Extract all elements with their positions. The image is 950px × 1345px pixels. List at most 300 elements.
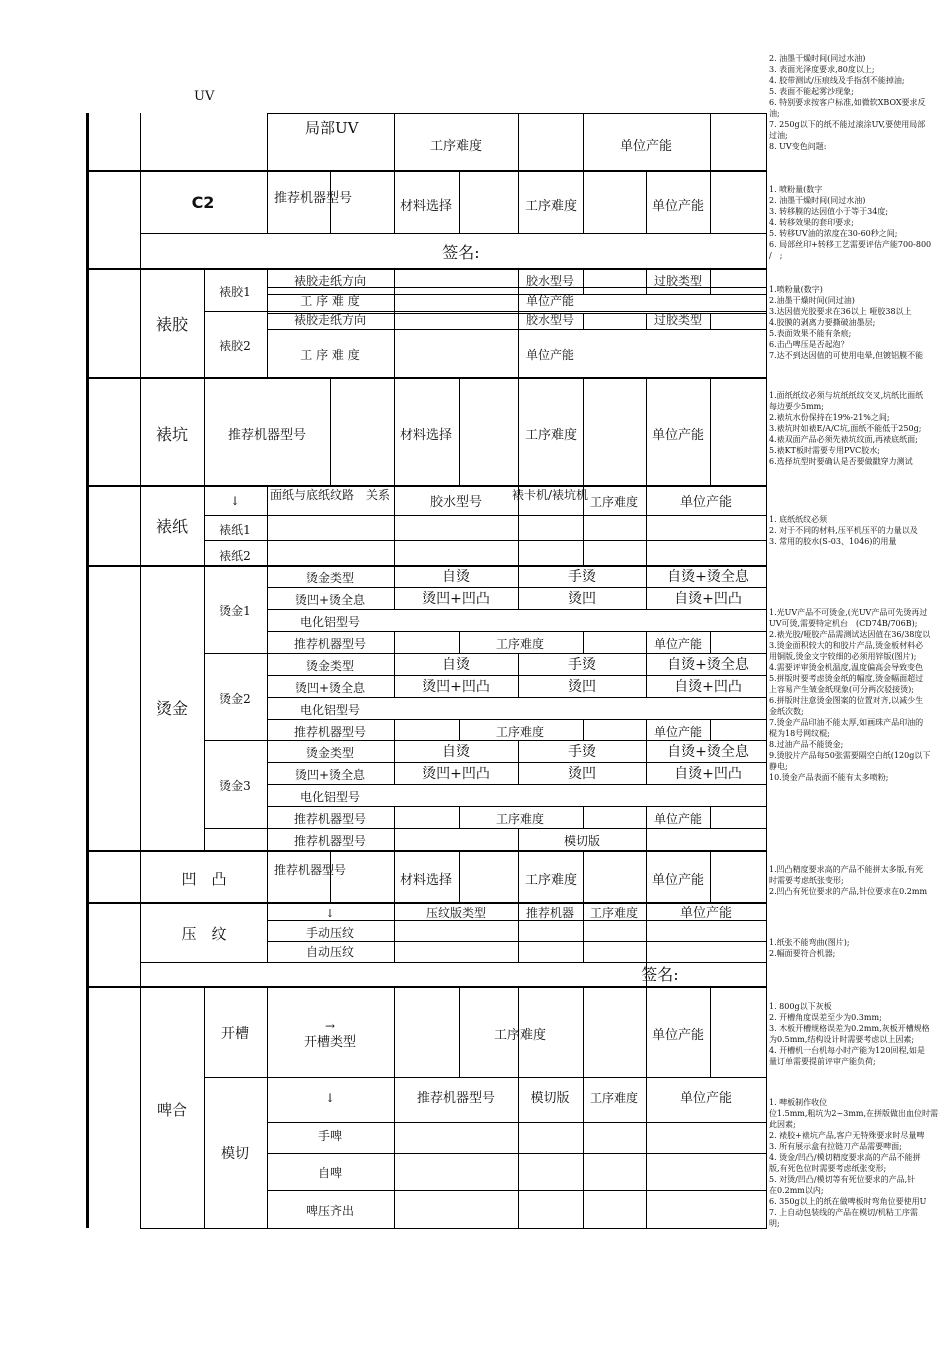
mount-r2-dir: 裱胶走纸方向	[293, 313, 367, 327]
press-difficulty: 工序难度	[589, 906, 639, 920]
grid-rule	[267, 719, 767, 720]
grid-rule	[583, 113, 584, 170]
note-line: 7. 上自动包装线的产品在模切/机粘工序需	[769, 1208, 918, 1217]
grid-rule	[140, 962, 767, 963]
grid-rule	[204, 1077, 767, 1078]
note-line: 1. 啤板制作收位	[769, 1098, 828, 1107]
foil-auto: 自烫	[442, 744, 470, 760]
note-line: 4.需要评审烫金机温度,温度偏高会导致变色	[769, 663, 924, 672]
grid-rule	[459, 806, 460, 828]
grid-rule	[646, 850, 647, 902]
grid-rule	[267, 485, 268, 565]
pit-machine: 推荐机器型号	[227, 428, 307, 443]
grid-rule	[518, 828, 519, 850]
note-line: 上容易产生皱金纸现象(可分两次驳接烫);	[769, 685, 914, 694]
grid-rule	[204, 828, 767, 829]
grid-rule	[267, 697, 767, 698]
grid-rule	[86, 902, 767, 904]
grid-rule	[583, 986, 584, 1228]
grid-rule	[394, 986, 395, 1228]
grid-rule	[86, 850, 767, 852]
slot-type: 开槽类型	[303, 1035, 357, 1050]
slot-capacity: 单位产能	[651, 1028, 705, 1043]
grid-rule	[518, 850, 519, 902]
note-line: 9.烫胶片产品每50张需要隔空白纸(120g以下	[769, 751, 931, 760]
note-line: 6.击凸啤压是否起泡？	[769, 340, 849, 349]
grid-rule	[267, 986, 268, 1228]
grid-rule	[140, 1228, 767, 1229]
die-capacity: 单位产能	[679, 1091, 733, 1106]
foil-emboss: 烫凹+烫全息	[294, 768, 366, 782]
grid-rule	[646, 986, 647, 1228]
die-plate: 模切版	[530, 1091, 570, 1106]
uv-title: 局部UV	[305, 119, 359, 137]
paper-r2: 裱纸2	[219, 549, 251, 563]
grid-rule	[646, 740, 647, 784]
grid-rule	[267, 850, 268, 902]
paper-glue: 胶水型号	[429, 495, 483, 510]
note-line: 1.喷粉量(数字)	[769, 285, 823, 294]
foil-emb3: 自烫+凹凸	[674, 679, 742, 695]
note-line: 10.烫金产品表面不能有太多喷粉;	[769, 773, 889, 782]
grid-rule	[646, 268, 647, 294]
mount-r2-diff: 工 序 难 度	[300, 348, 360, 362]
note-line: 明;	[769, 1219, 780, 1228]
note-line: 3. 常用的胶水(S-03、1046)的用量	[769, 537, 897, 546]
foil-manual: 手烫	[568, 744, 596, 760]
uv-header: UV	[194, 89, 215, 104]
foil-label-3: 烫金3	[219, 779, 251, 793]
grid-rule	[394, 565, 395, 609]
note-line: 7. 250g以下的纸不能过滚涂UV,要使用局部	[769, 120, 926, 129]
c2-capacity: 单位产能	[651, 199, 705, 214]
grid-rule	[140, 233, 767, 234]
note-line: 1. 底纸纸纹必须	[769, 515, 828, 524]
grid-rule	[646, 902, 647, 962]
grid-rule	[710, 719, 711, 740]
note-line: 用铜版,烫金文字较细的必须用锌版(图片);	[769, 652, 917, 661]
note-line: 1.凹凸精度要求高的产品不能拼太多版,有死	[769, 865, 924, 874]
relief-notes	[769, 864, 950, 897]
pit-notes	[769, 390, 950, 467]
grid-rule	[459, 170, 460, 233]
note-line: 版,有死色位时需要考虑纸张变形;	[769, 1164, 887, 1173]
mount-r1-glue: 胶水型号	[525, 274, 575, 288]
note-line: 3. 木板开槽规格误差为0.2mm,灰板开槽规格	[769, 1024, 930, 1033]
grid-rule	[646, 485, 647, 565]
grid-rule	[710, 986, 711, 1077]
grid-rule	[646, 170, 647, 233]
mount-r1-type: 过胶类型	[653, 274, 703, 288]
note-line: 1.面纸纸纹必须与坑纸纸纹交叉,坑纸比面纸	[769, 391, 924, 400]
grid-rule	[204, 268, 205, 377]
signature-2: 签名:	[641, 965, 679, 984]
grid-rule	[267, 170, 268, 233]
grid-rule	[459, 377, 460, 485]
grid-rule	[267, 902, 268, 962]
grid-rule	[583, 806, 584, 828]
foil-manual: 手烫	[568, 657, 596, 673]
foil-title: 烫金	[155, 699, 189, 718]
foil-hologram: 自烫+烫全息	[667, 744, 749, 760]
grid-rule	[330, 377, 331, 485]
note-line: 量订单需要提前评审产能负荷;	[769, 1057, 876, 1066]
grid-rule	[394, 850, 395, 902]
foil-emb2: 烫凹	[568, 591, 596, 607]
note-line: 3. 表面光泽度要求,80度以上;	[769, 65, 875, 74]
note-line: 4. 烫金/凹凸/模切精度要求高的产品不能拼	[769, 1153, 921, 1162]
note-line: 6.拼版时注意烫金图案的位置对齐,以减少生	[769, 696, 924, 705]
foil-hologram: 自烫+烫全息	[667, 657, 749, 673]
uv-capacity: 单位产能	[619, 139, 673, 154]
note-line: 时需要考虑纸张变形;	[769, 876, 844, 885]
c2-difficulty: 工序难度	[524, 199, 578, 214]
note-line: 4.裱双面产品必须先裱坑纹面,再裱底纸面;	[769, 435, 918, 444]
grid-rule	[86, 565, 767, 567]
grid-rule	[646, 631, 647, 653]
mount-r2-cap: 单位产能	[525, 348, 575, 362]
note-line: 4. 胶带测试/压痕线及手指刮不能掉油;	[769, 76, 905, 85]
grid-rule	[204, 377, 205, 485]
paper-grain: 面纸与底纸纹路 关系	[269, 488, 391, 502]
grid-rule	[267, 587, 767, 588]
foil-emboss: 烫凹+烫全息	[294, 681, 366, 695]
note-line: 每边要少5mm;	[769, 402, 824, 411]
grid-rule	[583, 170, 584, 233]
grid-rule	[86, 377, 767, 379]
grid-rule	[267, 113, 767, 114]
grid-rule	[394, 828, 395, 850]
grid-rule	[267, 941, 767, 942]
grid-rule	[204, 485, 205, 565]
paper-arrow: ↓	[229, 494, 241, 508]
grid-rule	[518, 565, 519, 609]
foil-capacity: 单位产能	[653, 725, 703, 739]
grid-rule	[267, 1190, 767, 1191]
grid-rule	[394, 170, 395, 233]
signature-1: 签名:	[442, 243, 480, 262]
foil-label-2: 烫金2	[219, 692, 251, 706]
die-row-manual: 手啤	[317, 1129, 343, 1143]
foil-extra-machine: 推荐机器型号	[293, 834, 367, 848]
die-row-auto: 自啤	[317, 1166, 343, 1180]
foil-type: 烫金类型	[305, 659, 355, 673]
foil-auto: 自烫	[442, 569, 470, 585]
note-line: 1. 喷粉量(数字	[769, 185, 823, 194]
die-arrow: ↓	[324, 1091, 336, 1105]
grid-rule	[267, 1122, 767, 1123]
grid-rule	[394, 113, 395, 170]
grid-rule	[86, 113, 89, 1228]
foil-emb1: 烫凹+凹凸	[422, 766, 490, 782]
foil-auto: 自烫	[442, 657, 470, 673]
grid-rule	[518, 986, 519, 1228]
paper-difficulty: 工序难度	[589, 495, 639, 509]
note-line: 5.表面效果不能有条痕;	[769, 329, 852, 338]
foil-machine: 推荐机器型号	[293, 812, 367, 826]
note-line: 5. 对烫/凹凸/模切等有死位要求的产品,针	[769, 1175, 916, 1184]
note-line: 2.凹凸有死位要求的产品,针位要求在0.2mm	[769, 887, 928, 896]
paper-r1: 裱纸1	[219, 523, 251, 537]
grid-rule	[710, 377, 711, 485]
foil-difficulty: 工序难度	[495, 725, 545, 739]
foil-type: 烫金类型	[305, 571, 355, 585]
foil-alu: 电化铝型号	[299, 790, 361, 804]
grid-rule	[394, 631, 395, 653]
foil-emboss: 烫凹+烫全息	[294, 593, 366, 607]
grid-rule	[267, 784, 767, 785]
note-line: 2. 油墨干燥时间(同过水油)	[769, 54, 866, 63]
c2-material: 材料选择	[399, 199, 453, 214]
c2-notes	[769, 184, 950, 261]
note-line: 在0.2mm以内;	[769, 1186, 824, 1195]
grid-rule	[267, 806, 767, 807]
grid-rule	[86, 170, 767, 172]
foil-alu: 电化铝型号	[299, 615, 361, 629]
note-line: 为0.5mm,结构设计时需要考虑以上因素;	[769, 1035, 915, 1044]
grid-rule	[646, 806, 647, 828]
note-line: 3.烫金面积较大的和胶片产品,烫金板材料必	[769, 641, 924, 650]
paper-notes	[769, 514, 950, 547]
note-line: UV可烫,需要特定机台 (CD74B/706B);	[769, 619, 918, 628]
grid-rule	[394, 377, 395, 485]
note-line: 6.选择坑型时要确认是否要做戳穿力测试	[769, 457, 913, 466]
foil-machine: 推荐机器型号	[293, 725, 367, 739]
grid-rule	[518, 170, 519, 233]
grid-rule	[86, 986, 767, 988]
grid-rule	[140, 113, 141, 1228]
grid-rule	[518, 377, 519, 485]
grid-rule	[583, 313, 584, 329]
note-line: 8. UV变色问题:	[769, 142, 827, 151]
note-line: / ;	[769, 251, 783, 260]
grid-rule	[204, 311, 767, 312]
die-machine: 推荐机器型号	[416, 1091, 496, 1106]
mount-notes	[769, 284, 950, 361]
foil-emb2: 烫凹	[568, 679, 596, 695]
mount-title: 裱胶	[155, 315, 189, 334]
grid-rule	[583, 631, 584, 653]
press-title: 压 纹	[181, 925, 227, 943]
note-line: 5.裱KT板时需要专用PVC胶水;	[769, 446, 880, 455]
uv-difficulty: 工序难度	[429, 139, 483, 154]
foil-emb2: 烫凹	[568, 766, 596, 782]
grid-rule	[267, 609, 767, 610]
note-line: 5. 转移UV油的浓度在30-60秒之间;	[769, 229, 898, 238]
relief-title: 凹 凸	[181, 870, 227, 888]
grid-rule	[710, 850, 711, 902]
note-line: 2. 裱胶+裱坑产品,客户无特殊要求时尽量啤	[769, 1131, 925, 1140]
press-manual: 手动压纹	[305, 926, 355, 940]
grid-rule	[267, 268, 268, 377]
grid-rule	[267, 1153, 767, 1154]
grid-rule	[459, 850, 460, 902]
grid-rule	[86, 268, 767, 270]
grid-rule	[394, 653, 395, 697]
grid-rule	[518, 268, 519, 377]
grid-rule	[204, 515, 767, 516]
note-line: 6. 特别要求按客户标准,如微软XBOX要求反	[769, 98, 926, 107]
grid-rule	[518, 740, 519, 784]
foil-hologram: 自烫+烫全息	[667, 569, 749, 585]
grid-rule	[394, 806, 395, 828]
foil-emb1: 烫凹+凹凸	[422, 679, 490, 695]
note-line: 2. 开槽角度误差至少为0.3mm;	[769, 1013, 882, 1022]
foil-capacity: 单位产能	[653, 637, 703, 651]
beer-title: 啤合	[156, 1101, 188, 1119]
grid-rule	[518, 113, 519, 170]
foil-notes	[769, 607, 950, 783]
note-line: 棍为18号网纹棍;	[769, 729, 830, 738]
press-auto: 自动压纹	[305, 945, 355, 959]
note-line: 4. 转移效果的套印要求;	[769, 218, 854, 227]
note-line: 6. 350g以上的纸在做啤板时弯角位要使用U	[769, 1197, 927, 1206]
note-line: 2.幅面要符合机器;	[769, 949, 836, 958]
note-line: 此因素;	[769, 1120, 796, 1129]
foil-difficulty: 工序难度	[495, 637, 545, 651]
grid-rule	[646, 313, 647, 329]
relief-difficulty: 工序难度	[524, 873, 578, 888]
grid-rule	[710, 631, 711, 653]
note-line: 2.裱坑水份保持在19%-21%之间;	[769, 413, 890, 422]
grid-rule	[518, 902, 519, 962]
grid-rule	[518, 653, 519, 697]
grid-rule	[710, 806, 711, 828]
foil-capacity: 单位产能	[653, 812, 703, 826]
note-line: 6. 局部丝印+转移工艺需要评估产能700-800	[769, 240, 932, 249]
note-line: 5.拼版时要考虑烫金纸的幅度,烫金幅面超过	[769, 674, 924, 683]
grid-rule	[646, 653, 647, 697]
note-line: 4.胶膜的剥离力要撕破油墨层;	[769, 318, 876, 327]
grid-rule	[394, 740, 395, 784]
grid-rule	[394, 268, 395, 377]
slot-label: 开槽	[221, 1026, 249, 1042]
die-label: 模切	[221, 1146, 249, 1162]
paper-machine: 裱卡机/裱坑机	[511, 488, 589, 502]
grid-rule	[583, 719, 584, 740]
grid-rule	[646, 377, 647, 485]
grid-rule	[646, 565, 647, 609]
press-arrow: ↓	[325, 907, 335, 920]
grid-rule	[646, 828, 647, 850]
foil-emb3: 自烫+凹凸	[674, 591, 742, 607]
mount-r2-type: 过胶类型	[653, 313, 703, 327]
note-line: 8.过油产品不能烫金;	[769, 740, 844, 749]
note-line: 位1.5mm,粗坑为2~3mm,在拼版做出血位时需	[769, 1109, 939, 1118]
press-capacity: 单位产能	[679, 906, 733, 921]
note-line: 静电;	[769, 762, 788, 771]
mount-r1-label: 裱胶1	[219, 285, 251, 299]
foil-die: 模切版	[563, 834, 601, 848]
note-line: 2. 油墨干燥时间(同过水油)	[769, 196, 866, 205]
grid-rule	[766, 113, 767, 1228]
foil-manual: 手烫	[568, 569, 596, 585]
note-line: 3. 转移膜的达因值小于等于34度;	[769, 207, 889, 216]
press-notes	[769, 937, 950, 959]
slot-notes	[769, 1001, 950, 1067]
grid-rule	[267, 675, 767, 676]
grid-rule	[710, 170, 711, 233]
grid-rule	[646, 719, 647, 740]
paper-capacity: 单位产能	[679, 495, 733, 510]
uv-notes	[769, 53, 950, 152]
pit-title: 裱坑	[155, 425, 189, 444]
grid-rule	[204, 540, 767, 541]
c2-title: C2	[191, 193, 215, 212]
relief-material: 材料选择	[399, 873, 453, 888]
foil-alu: 电化铝型号	[299, 703, 361, 717]
pit-material: 材料选择	[399, 428, 453, 443]
note-line: 1. 800g以下灰板	[769, 1002, 832, 1011]
grid-rule	[710, 313, 711, 329]
note-line: 1.光UV产品不可烫金,(光UV产品可先烫再过	[769, 608, 928, 617]
note-line: 油;	[769, 109, 780, 118]
grid-rule	[710, 268, 711, 294]
c2-machine: 推荐机器型号	[274, 191, 353, 206]
grid-rule	[583, 268, 584, 294]
note-line: 2.裱光胶/哑胶产品需测试达因值在36/38度以	[769, 630, 931, 639]
foil-type: 烫金类型	[305, 746, 355, 760]
grid-rule	[204, 565, 205, 850]
slot-arrow: →	[324, 1019, 336, 1033]
grid-rule	[267, 828, 268, 850]
grid-rule	[394, 902, 395, 962]
note-line: 金纸次数;	[769, 707, 804, 716]
grid-rule	[710, 113, 711, 170]
die-row-both: 啤压齐出	[305, 1204, 355, 1218]
die-notes	[769, 1097, 950, 1229]
grid-rule	[267, 113, 268, 170]
mount-r1-diff: 工 序 难 度	[300, 294, 360, 308]
pit-difficulty: 工序难度	[524, 428, 578, 443]
die-difficulty: 工序难度	[589, 1091, 639, 1105]
mount-r2-label: 裱胶2	[219, 339, 251, 353]
note-line: 2.油墨干燥时间(同过油)	[769, 296, 855, 305]
press-machine: 推荐机器	[525, 906, 575, 920]
note-line: 3.裱坑时如裱E/A/C坑,面纸不能低于250g;	[769, 424, 922, 433]
mount-r1-cap: 单位产能	[525, 294, 575, 308]
grid-rule	[267, 631, 767, 632]
grid-rule	[204, 986, 205, 1228]
note-line: 4. 开槽机一台机每小时产能为120回程,如是	[769, 1046, 925, 1055]
grid-rule	[583, 377, 584, 485]
grid-rule	[459, 986, 460, 1077]
grid-rule	[204, 653, 767, 654]
grid-rule	[459, 719, 460, 740]
note-line: 2. 对于不同的材料,压平机压平的力量以及	[769, 526, 918, 535]
mount-r1-dir: 裱胶走纸方向	[293, 274, 367, 288]
note-line: 7.烫金产品印油不能太厚,如画珠产品印油的	[769, 718, 924, 727]
foil-difficulty: 工序难度	[495, 812, 545, 826]
foil-label-1: 烫金1	[219, 604, 251, 618]
note-line: 3.达因值光胶要求在36以上 哑胶38以上	[769, 307, 912, 316]
mount-r2-glue: 胶水型号	[525, 313, 575, 327]
pit-capacity: 单位产能	[651, 428, 705, 443]
note-line: 过油;	[769, 131, 788, 140]
note-line: 3. 所有展示盒有拉链刀产品需要啤面;	[769, 1142, 902, 1151]
grid-rule	[267, 329, 767, 330]
grid-rule	[459, 631, 460, 653]
grid-rule	[86, 485, 767, 487]
relief-machine: 推荐机器型号	[274, 863, 347, 877]
note-line: 5. 表面不能起雾沙现象;	[769, 87, 854, 96]
grid-rule	[583, 850, 584, 902]
press-plate: 压纹版类型	[425, 906, 487, 920]
grid-rule	[204, 740, 767, 741]
note-line: 1.纸张不能弯曲(图片);	[769, 938, 850, 947]
slot-difficulty: 工序难度	[493, 1028, 547, 1043]
note-line: 7.达不到达因值的可使用电晕,但镀铝膜不能	[769, 351, 924, 360]
